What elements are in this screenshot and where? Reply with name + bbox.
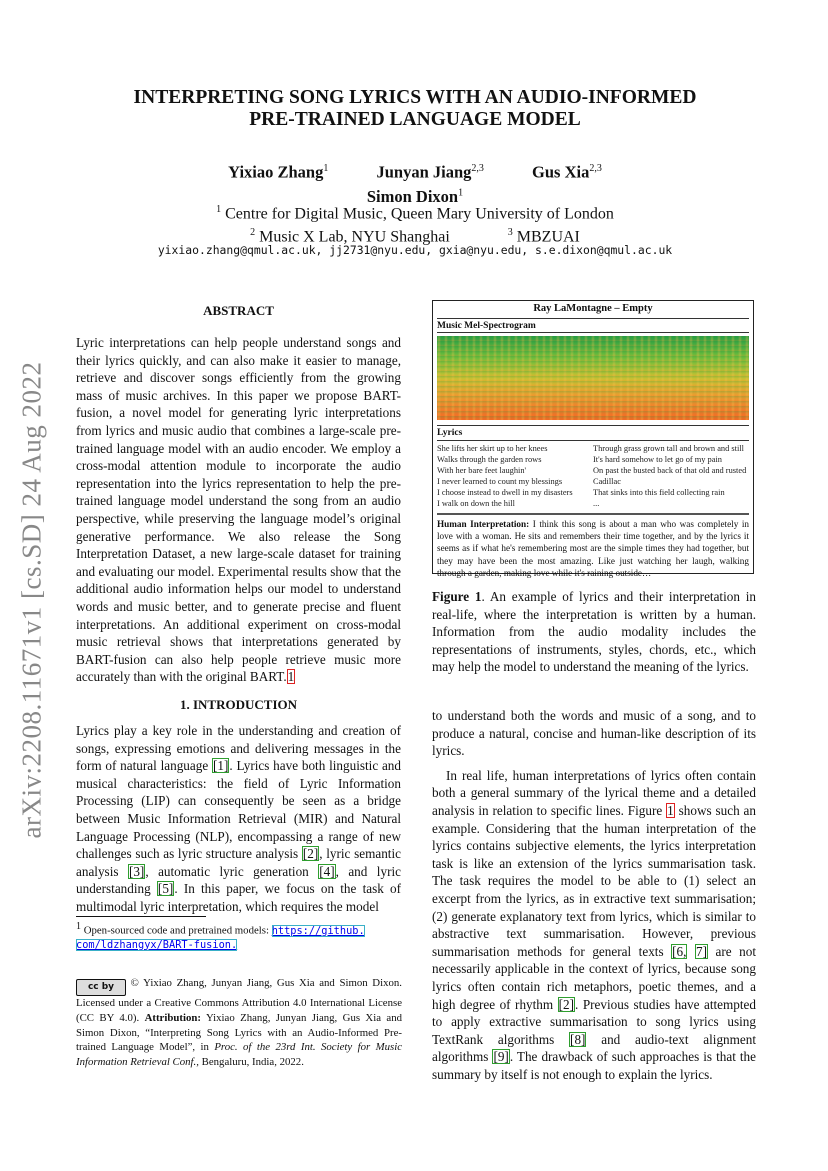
affiliations xyxy=(80,200,750,247)
citation-link[interactable]: [5] xyxy=(157,881,174,897)
figure-title: Ray LaMontagne – Empty xyxy=(437,301,749,319)
lyrics-column-right xyxy=(593,443,749,509)
abstract-heading: ABSTRACT xyxy=(203,303,274,318)
paper-title xyxy=(80,87,750,131)
lyrics-column-left xyxy=(437,443,593,509)
intro-paragraph-1: Lyrics play a key role in the understanding and creation of songs, expressing emotions and delivering messages in the form of natural language [1]. Lyrics have both linguistic and musical characteristics: the field of Lyric Information Processing (LIP) can consequently be seen as a bridge between Music Information Retrieval (MIR) and Natural Language Processing (NLP), encompassing a range of new challenges such as lyric structure analysis [2], lyric semantic analysis [3], automatic lyric generation [4], and lyric understanding [5]. In this paper, we focus on the task of multimodal lyric interpretation, which requires the model xyxy=(76,723,401,914)
lyric-line: I walk on down the hill xyxy=(437,498,515,508)
intro-paragraph-1-continued: to understand both the words and music of a song, and to produce a natural, concise and human-like description of its lyrics. In real life, human interpretations of lyrics often contain both a general summary of the lyrical theme and a detailed analysis in relation to specific lines. Figure 1 shows such an example. Considering that the human interpretation of the lyrics contains subjective elements, the lyrics interpretation task is like an extension of the lyrics summarisation task. The task requires the model to be able to (1) select an excerpt from the lyrics, as in extractive text summarisation; (2) generate explanatory text from lyrics, which is similar to abstractive text summarisation. However, previous summarisation methods for general texts [6, 7] are not necessarily applicable in the context of lyrics, because song lyrics often contain rich metaphors, poetic themes, and a high degree of rhythm [2]. Previous studies have attempted to apply extractive summarisation to song lyrics using TextRank algorithms [8] and audio-text alignment algorithms [9]. The drawback of such approaches is that the summary by itself is not enough to explain the lyrics. xyxy=(432,708,756,1082)
lyric-line: On past the busted back of that old and rusted xyxy=(593,465,747,475)
title-line-1: INTERPRETING SONG LYRICS WITH AN AUDIO-INFORMED xyxy=(133,87,697,108)
author: Simon Dixon$^1$ xyxy=(366,187,464,206)
citation-link[interactable]: [4] xyxy=(319,863,335,879)
github-link[interactable]: https://github. com/ldzhangyx/BART-fusion. xyxy=(76,924,365,951)
lyric-line: Through grass grown tall and brown and still xyxy=(593,443,744,453)
footnote-link[interactable]: 1 xyxy=(287,669,295,685)
license-notice: cc by © Yixiao Zhang, Junyan Jiang, Gus Xia and Simon Dixon. Licensed under a Creative Commons Attribution 4.0 International License (CC BY 4.0). Attribution: Yixiao Zhang, Junyan Jiang, Gus Xia and Simon Dixon, “Interpreting Song Lyrics with an Audio-Informed Pre-trained Language Model”, in Proc. of the 23rd Int. Society for Music Information Retrieval Conf., Bengaluru, India, 2022. xyxy=(76,977,402,1069)
author: Junyan Jiang$^{2,3}$ xyxy=(376,162,484,182)
mel-spectrogram-image xyxy=(437,336,749,420)
citation-link[interactable]: [8] xyxy=(570,1031,586,1047)
cc-by-badge-icon: cc by xyxy=(76,979,126,996)
lyric-line: That sinks into this field collecting rain xyxy=(593,487,725,497)
lyrics-block xyxy=(437,443,749,509)
figure-link[interactable]: 1 xyxy=(667,802,674,818)
figure-1 xyxy=(432,300,754,578)
lyrics-label: Lyrics xyxy=(437,428,463,439)
lyric-line: I choose instead to dwell in my disasters xyxy=(437,487,573,497)
footnote: $^1$ Open-sourced code and pretrained models: https://github. com/ldzhangyx/BART-fusion. xyxy=(76,921,365,951)
arxiv-id: arXiv:2208.11671v1 [cs.SD] 24 Aug 2022 xyxy=(16,361,47,839)
abstract-body: Lyric interpretations can help people understand songs and their lyrics quickly, and can also make it easier to manage, retrieve and discover songs efficiently from the growing mass of music archives. In this paper we propose BART-fusion, a novel model for generating lyric interpretations from lyrics and music audio that combines a large-scale pre-trained language model with an audio encoder. We employ a cross-modal attention module to incorporate the audio representation into the lyrics representation to help the pre-trained language model understand the song from an audio perspective, while preserving the language model’s original generative performance. We also release the Song Interpretation Dataset, a new large-scale dataset for training and evaluating our model. Experimental results show that the additional audio information helps our model to understand words and music better, and to generate precise and fluent interpretations. An additional experiment on cross-modal music retrieval shows that interpretations generated by BART-fusion can also help people retrieve music more accurately than with the original BART.1 xyxy=(76,335,401,685)
citation-link[interactable]: [1] xyxy=(212,758,229,774)
affiliation: $^2$ Music X Lab, NYU Shanghai $^3$ MBZUAI xyxy=(250,227,580,246)
intro-heading: 1. INTRODUCTION xyxy=(179,697,297,712)
footnote-rule xyxy=(76,916,206,917)
human-interpretation: Human Interpretation: I think this song is about a man who was completely in love with a woman. He sits and remembers their time together, and by the lyrics it seems as if what he's remembering most are the simple times they had together, but they may have been the most amazing. Like just watching her laugh, walking through a garden, making love while it's raining outside… xyxy=(437,513,749,579)
lyric-line: I never learned to count my blessings xyxy=(437,476,563,486)
author-emails: yixiao.zhang@qmul.ac.uk, jj2731@nyu.edu, gxia@nyu.edu, s.e.dixon@qmul.ac.uk xyxy=(157,243,673,257)
lyric-line: With her bare feet laughin' xyxy=(437,465,527,475)
citation-link[interactable]: [6, xyxy=(672,943,687,959)
figure-caption: Figure 1. An example of lyrics and their interpretation in real-life, where the interpretation is written by a human. Information from the audio modality includes the representations of instruments, styles, chords, etc., which may help the model to understand the meaning of the lyrics. xyxy=(432,589,757,675)
arxiv-sidebar xyxy=(10,340,54,860)
citation-link[interactable]: 7] xyxy=(695,943,707,959)
author: Gus Xia$^{2,3}$ xyxy=(532,162,602,182)
citation-link[interactable]: [2] xyxy=(302,846,319,862)
title-line-2: PRE-TRAINED LANGUAGE MODEL xyxy=(249,109,581,130)
intro-paragraph-2: In real life, human interpretations of lyrics often contain both a general summary of the lyrical theme and a detailed analysis in relation to specific lines. Figure 1 shows such an example. Considering that the human interpretation of the lyrics contains subjective elements, the lyrics interpretation task is like an extension of the lyrics summarisation task. The task requires the model to be able to (1) select an excerpt from the lyrics, as in extractive text summarisation; (2) generate explanatory text from lyrics, which is similar to abstractive text summarisation. However, previous summarisation methods for general texts [6, 7] are not necessarily applicable in the context of lyrics, because song lyrics often contain rich metaphors, poetic themes, and a high degree of rhythm [2]. Previous studies have attempted to apply extractive summarisation to song lyrics using TextRank algorithms [8] and audio-text alignment algorithms [9]. The drawback of such approaches is that the summary by itself is not enough to explain the lyrics. xyxy=(432,767,756,1082)
lyric-line: It's hard somehow to let go of my pain xyxy=(593,454,722,464)
lyric-line: She lifts her skirt up to her knees xyxy=(437,443,548,453)
lyric-line: ... xyxy=(593,498,600,508)
citation-link[interactable]: [3] xyxy=(128,863,145,879)
lyric-line: Cadillac xyxy=(593,476,621,486)
lyric-line: Walks through the garden rows xyxy=(437,454,542,464)
citation-link[interactable]: [9] xyxy=(493,1049,509,1065)
citation-link[interactable]: [2] xyxy=(558,996,575,1012)
affiliation: $^1$ Centre for Digital Music, Queen Mary University of London xyxy=(216,204,614,223)
author: Yixiao Zhang$^1$ xyxy=(228,162,329,182)
spectrogram-label: Music Mel-Spectrogram xyxy=(437,321,536,331)
